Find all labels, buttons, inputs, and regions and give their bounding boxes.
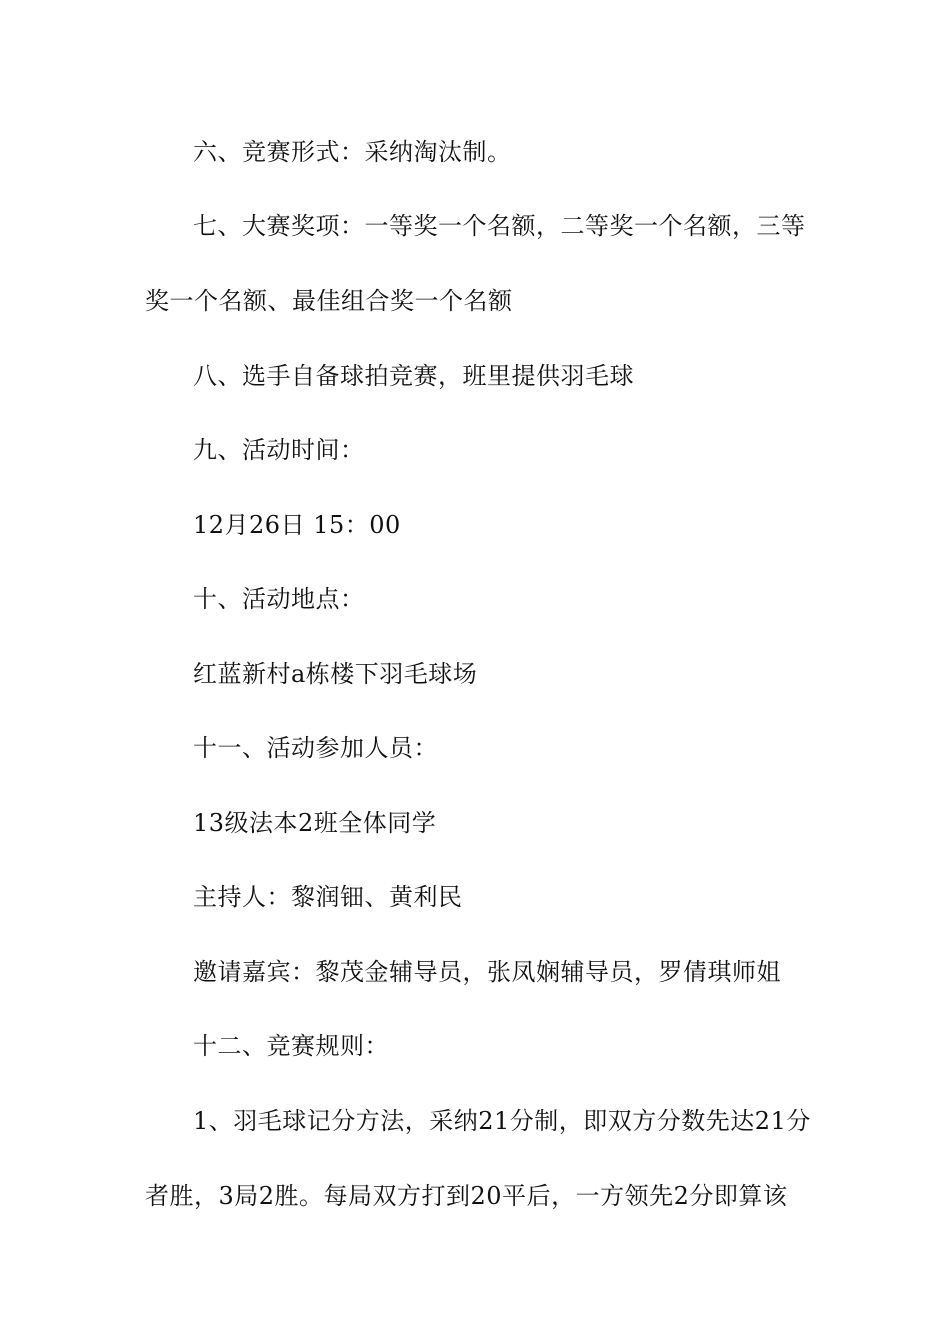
paragraph-awards-continued: 奖一个名额、最佳组合奖一个名额 bbox=[145, 287, 513, 315]
participants-value: 13级法本2班全体同学 bbox=[193, 809, 437, 837]
heading-competition-rules: 十二、竞赛规则： bbox=[193, 1032, 389, 1060]
paragraph-competition-format: 六、竞赛形式：采纳淘汰制。 bbox=[193, 138, 512, 166]
heading-activity-time: 九、活动时间： bbox=[193, 436, 365, 464]
heading-activity-location: 十、活动地点： bbox=[193, 585, 365, 613]
heading-participants: 十一、活动参加人员： bbox=[193, 734, 438, 762]
rule-scoring-continued: 者胜，3局2胜。每局双方打到20平后，一方领先2分即算该 bbox=[145, 1182, 788, 1210]
paragraph-equipment: 八、选手自备球拍竞赛，班里提供羽毛球 bbox=[193, 362, 634, 390]
guests-line: 邀请嘉宾：黎茂金辅导员，张凤娴辅导员，罗倩琪师姐 bbox=[193, 958, 781, 986]
activity-location-value: 红蓝新村a栋楼下羽毛球场 bbox=[193, 660, 478, 688]
activity-time-value: 12月26日 15：00 bbox=[193, 511, 401, 539]
hosts-line: 主持人：黎润钿、黄利民 bbox=[193, 883, 463, 911]
rule-scoring: 1、羽毛球记分方法，采纳21分制，即双方分数先达21分 bbox=[193, 1107, 811, 1135]
paragraph-awards: 七、大赛奖项：一等奖一个名额，二等奖一个名额，三等 bbox=[193, 212, 806, 240]
